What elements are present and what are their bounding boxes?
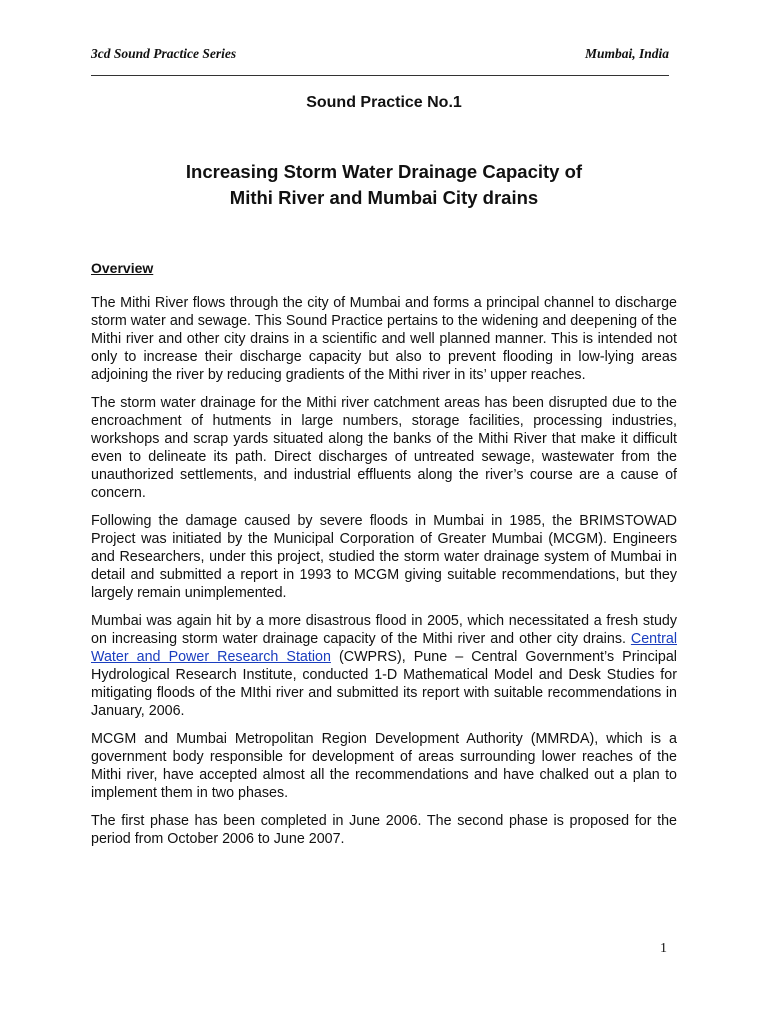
section-heading-overview: Overview xyxy=(91,260,154,276)
page-number: 1 xyxy=(660,941,667,956)
paragraph-4 xyxy=(91,612,677,720)
practice-number: Sound Practice No.1 xyxy=(306,94,462,111)
header-series: 3cd Sound Practice Series xyxy=(91,46,237,61)
title-line-2: Mithi River and Mumbai City drains xyxy=(229,187,539,208)
running-header xyxy=(91,46,669,62)
paragraph-6: The first phase has been completed in June 2006. The second phase is proposed for the period from October 2006 to June 2007. xyxy=(91,813,677,847)
paragraph-3: Following the damage caused by severe floods in Mumbai in 1985, the BRIMSTOWAD Project was initiated by the Municipal Corporation of Greater Mumbai (MCGM). Engineers and Researchers, under this project, studied the storm water drainage system of Mumbai in detail and submitted a report in 1993 to MCGM giving suitable recommendations, but they largely remain unimplemented. xyxy=(91,513,677,601)
paragraph-4-after: (CWPRS), Pune – Central Government’s Principal Hydrological Research Institute, conducted 1-D Mathematical Model and Desk Studies for mitigating floods of the MIthi river and submitted its report with suitable recommendations in January, 2006. xyxy=(91,649,677,719)
paragraph-5: MCGM and Mumbai Metropolitan Region Development Authority (MMRDA), which is a government body responsible for development of areas surrounding lower reaches of the Mithi river, have accepted almost all the recommendations and have chalked out a plan to implement them in two phases. xyxy=(91,731,677,801)
page-title xyxy=(91,159,677,211)
body-text xyxy=(91,294,677,858)
paragraph-4-before: Mumbai was again hit by a more disastrous flood in 2005, which necessitated a fresh study on increasing storm water drainage capacity of the Mithi river and other city drains. xyxy=(91,613,677,647)
title-line-1: Increasing Storm Water Drainage Capacity of xyxy=(185,161,583,182)
header-location: Mumbai, India xyxy=(584,46,669,61)
paragraph-2: The storm water drainage for the Mithi river catchment areas has been disrupted due to the encroachment of hutments in large numbers, storage facilities, processing industries, workshops and scrap yards situated along the banks of the Mithi River that make it difficult even to delineate its path. Direct discharges of untreated sewage, wastewater from the unauthorized settlements, and industrial effluents along the river’s course are a cause of concern. xyxy=(91,395,677,501)
header-rule xyxy=(91,75,669,76)
paragraph-1: The Mithi River flows through the city of Mumbai and forms a principal channel to discharge storm water and sewage. This Sound Practice pertains to the widening and deepening of the Mithi river and other city drains in a scientific and well planned manner. This is intended not only to increase their discharge capacity but also to prevent flooding in low-lying areas adjoining the river by reducing gradients of the Mithi river in its’ upper reaches. xyxy=(91,295,677,383)
cwprs-link[interactable]: Central Water and Power Research Station xyxy=(91,631,677,665)
